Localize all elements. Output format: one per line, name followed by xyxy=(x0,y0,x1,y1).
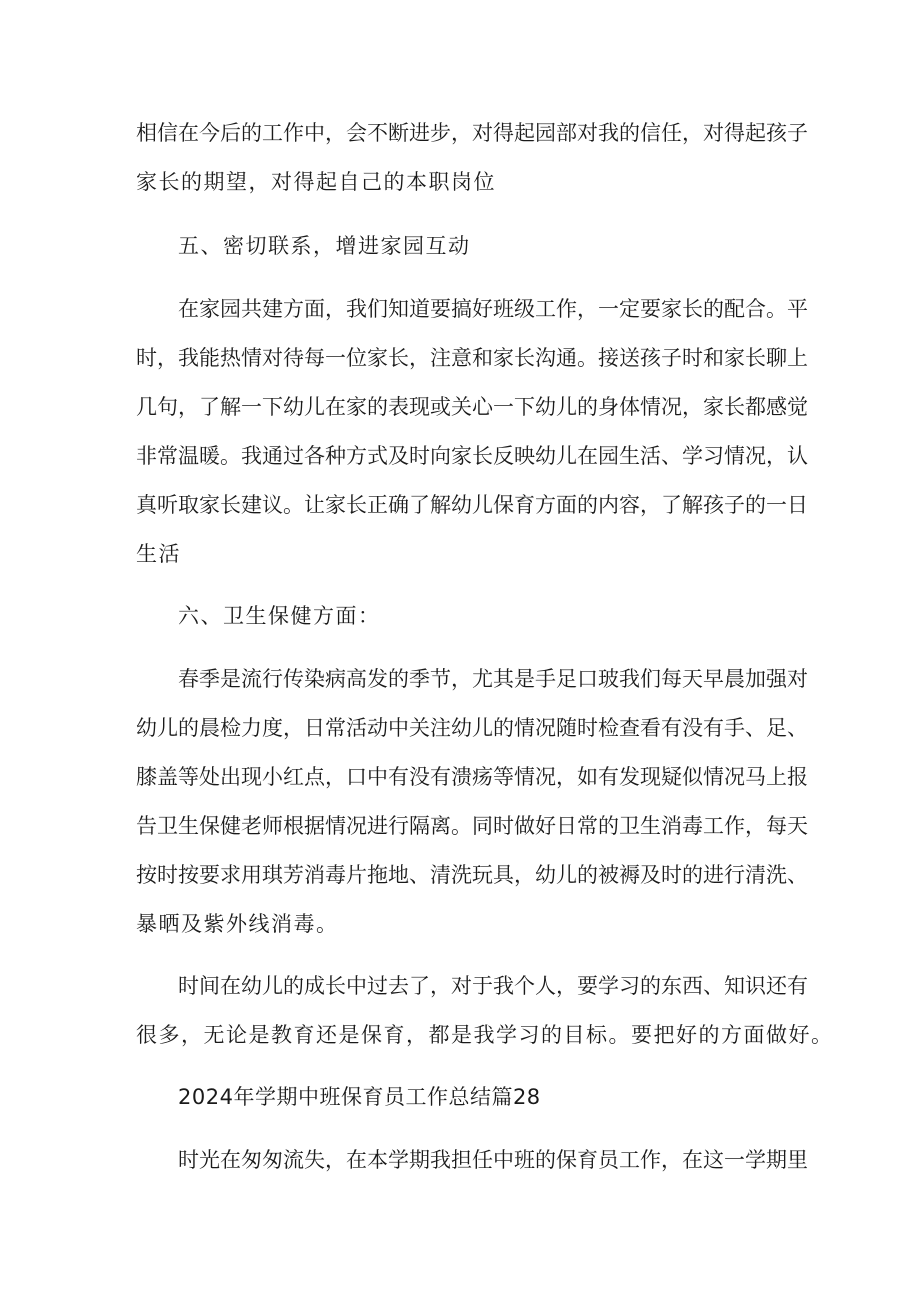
article-title: 2024年学期中班保育员工作总结篇28 xyxy=(178,1085,541,1109)
paragraph-line: 时间在幼儿的成长中过去了，对于我个人，要学习的东西、知识还有 xyxy=(178,974,808,998)
paragraph-line: 几句，了解一下幼儿在家的表现或关心一下幼儿的身体情况，家长都感觉 xyxy=(136,395,808,419)
section-heading-6: 六、卫生保健方面： xyxy=(178,604,381,628)
paragraph-line: 时光在匆匆流失，在本学期我担任中班的保育员工作，在这一学期里 xyxy=(178,1148,808,1172)
section-heading-5: 五、密切联系，增进家园互动 xyxy=(178,234,471,258)
paragraph-line: 时，我能热情对待每一位家长，注意和家长沟通。接送孩子时和家长聊上 xyxy=(136,346,808,370)
paragraph-line: 膝盖等处出现小红点，口中有没有溃疡等情况，如有发现疑似情况马上报 xyxy=(136,765,808,789)
paragraph-line: 幼儿的晨检力度，日常活动中关注幼儿的情况随时检查看有没有手、足、 xyxy=(136,716,808,740)
paragraph-line: 相信在今后的工作中，会不断进步，对得起园部对我的信任，对得起孩子 xyxy=(136,121,808,145)
paragraph-line: 按时按要求用琪芳消毒片拖地、清洗玩具，幼儿的被褥及时的进行清洗、 xyxy=(136,863,808,887)
paragraph-line: 告卫生保健老师根据情况进行隔离。同时做好日常的卫生消毒工作，每天 xyxy=(136,814,808,838)
paragraph-line: 非常温暖。我通过各种方式及时向家长反映幼儿在园生活、学习情况，认 xyxy=(136,444,808,468)
paragraph-line: 在家园共建方面，我们知道要搞好班级工作，一定要家长的配合。平 xyxy=(178,297,808,321)
paragraph-line: 家长的期望，对得起自己的本职岗位 xyxy=(136,170,496,194)
paragraph-line: 暴晒及紫外线消毒。 xyxy=(136,912,339,936)
paragraph-line: 很多，无论是教育还是保育，都是我学习的目标。要把好的方面做好。 xyxy=(136,1023,834,1047)
paragraph-line: 春季是流行传染病高发的季节，尤其是手足口玻我们每天早晨加强对 xyxy=(178,667,808,691)
paragraph-line: 真听取家长建议。让家长正确了解幼儿保育方面的内容，了解孩子的一日 xyxy=(136,493,808,517)
paragraph-line: 生活 xyxy=(136,542,181,566)
